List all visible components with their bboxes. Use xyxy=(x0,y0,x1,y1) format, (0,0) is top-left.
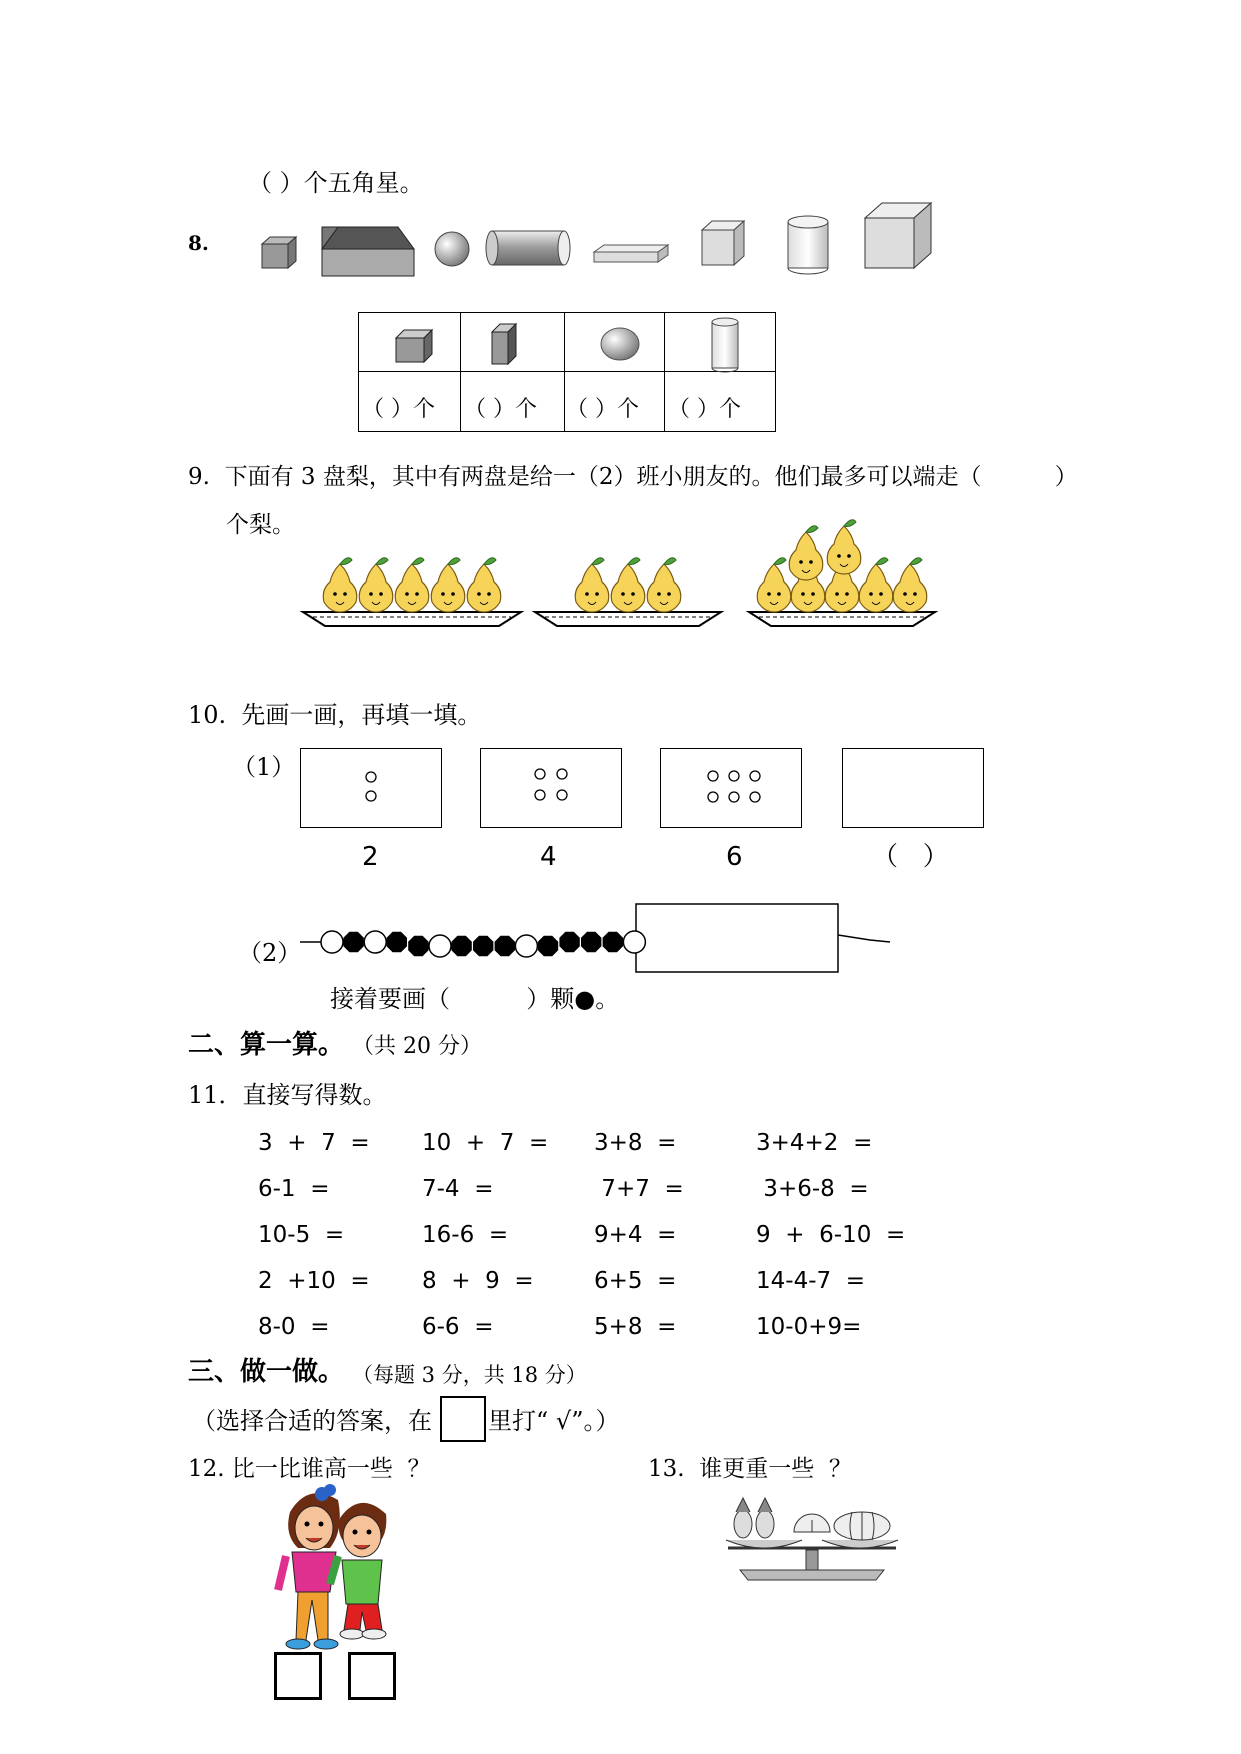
pumpkin-icon xyxy=(834,1512,890,1540)
q10-box-3-label: 6 xyxy=(726,842,743,872)
q11-title: 11．直接写得数。 xyxy=(188,1081,387,1109)
q8-cell-3[interactable]: （ ）个 xyxy=(566,397,639,422)
calc-item[interactable]: 3+8 = xyxy=(594,1130,677,1156)
q8-cell-4[interactable]: （ ）个 xyxy=(668,397,741,422)
q8-cell-2[interactable]: （ ）个 xyxy=(464,397,537,422)
calc-item[interactable]: 9 + 6-10 = xyxy=(756,1222,906,1248)
q10-part2-label: （2） xyxy=(238,939,302,967)
q12-title: 12. 比一比谁高一些 ？ xyxy=(188,1456,431,1482)
calc-item[interactable]: 2 +10 = xyxy=(258,1268,370,1294)
pineapple-icon xyxy=(734,1498,774,1538)
calc-item[interactable]: 7+7 = xyxy=(594,1176,684,1202)
calc-item[interactable]: 9+4 = xyxy=(594,1222,677,1248)
calc-item[interactable]: 6+5 = xyxy=(594,1268,677,1294)
calc-item[interactable]: 10-0+9= xyxy=(756,1314,862,1340)
section3-instruction-post: 里打“ √”。） xyxy=(488,1407,620,1435)
calc-item[interactable]: 7-4 = xyxy=(422,1176,494,1202)
calc-item[interactable]: 8 + 9 = xyxy=(422,1268,534,1294)
calc-item[interactable]: 3+6-8 = xyxy=(756,1176,869,1202)
section2-heading: 二、算一算。 xyxy=(188,1030,345,1060)
q7-tail-text: （ ）个五角星。 xyxy=(248,169,424,197)
calc-item[interactable]: 8-0 = xyxy=(258,1314,330,1340)
calc-item[interactable]: 10 + 7 = xyxy=(422,1130,549,1156)
q9-line2: 个梨。 xyxy=(226,512,295,538)
q9-line1: 9. 下面有 3 盘梨，其中有两盘是给一（2）班小朋友的。他们最多可以端走（ ） xyxy=(188,464,1078,490)
section3-heading: 三、做一做。 xyxy=(188,1357,345,1387)
calc-item[interactable]: 3+4+2 = xyxy=(756,1130,873,1156)
q8-number: 8. xyxy=(188,231,209,255)
section3-note: （每题 3 分，共 18 分） xyxy=(352,1363,587,1387)
section3-instruction-pre: （选择合适的答案，在 xyxy=(192,1407,432,1435)
calc-item[interactable]: 6-6 = xyxy=(422,1314,494,1340)
calc-item[interactable]: 14-4-7 = xyxy=(756,1268,866,1294)
section2-note: （共 20 分） xyxy=(352,1034,482,1059)
calc-item[interactable]: 6-1 = xyxy=(258,1176,330,1202)
q8-cell-1[interactable]: （ ）个 xyxy=(362,397,435,422)
q10-part1-label: （1） xyxy=(232,753,296,781)
q10-title: 10. 先画一画，再填一填。 xyxy=(188,701,482,729)
q10-box-2-label: 4 xyxy=(540,842,557,872)
q10-box-4-label[interactable]: （ ） xyxy=(872,842,949,872)
q13-title: 13. 谁更重一些 ？ xyxy=(648,1456,852,1482)
calc-item[interactable]: 16-6 = xyxy=(422,1222,509,1248)
calc-item[interactable]: 10-5 = xyxy=(258,1222,345,1248)
calc-item[interactable]: 5+8 = xyxy=(594,1314,677,1340)
q10-box-1-label: 2 xyxy=(362,842,379,872)
calc-item[interactable]: 3 + 7 = xyxy=(258,1130,370,1156)
q10-part2-text: 接着要画（ ）颗●。 xyxy=(330,985,620,1013)
